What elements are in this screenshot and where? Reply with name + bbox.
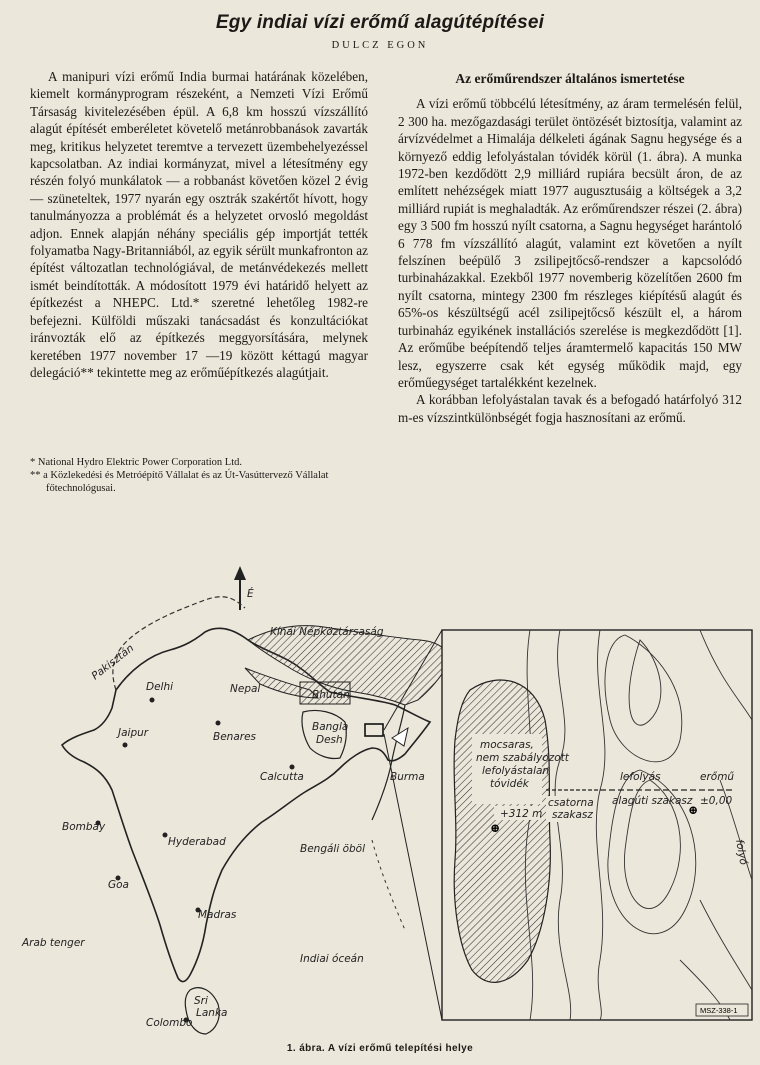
- lake-label-2: nem szabályozott: [476, 752, 569, 764]
- label-madras: Madras: [198, 909, 237, 921]
- label-colombo: Colombo: [146, 1017, 193, 1029]
- label-burma: Burma: [390, 771, 425, 783]
- city-markers: [96, 698, 295, 1023]
- label-benares: Benares: [213, 731, 256, 743]
- bay-coast-dashes: [372, 840, 405, 930]
- lake-elevation: +312 m: [500, 808, 543, 820]
- lake-area: [454, 680, 550, 982]
- footnote: ** a Közlekedési és Metróépítő Vállalat és az Út-Vasúttervező Vállalat főtechnológusai.: [30, 470, 329, 494]
- label-bhutan: Bhutan: [312, 689, 350, 701]
- canal-label-1: csatorna: [548, 797, 594, 809]
- pakistan-border: [113, 597, 245, 690]
- lake-label-3: lefolyástalan: [482, 765, 550, 777]
- section-heading: Az erőműrendszer általános ismertetése: [455, 71, 685, 86]
- label-bengal-bay: Bengáli öböl: [300, 843, 366, 855]
- label-indian-ocean: Indiai óceán: [300, 953, 364, 965]
- tunnel-label: alagúti szakasz: [612, 795, 693, 807]
- label-calcutta: Calcutta: [260, 771, 304, 783]
- label-jaipur: Jaipur: [118, 727, 149, 739]
- author-name: DULCZ EGON: [331, 40, 429, 51]
- manipur-site-marker: [365, 724, 383, 736]
- article-title: Egy indiai vízi erőmű alagútépítései: [215, 12, 545, 33]
- figure-caption: 1. ábra. A vízi erőmű telepítési helye: [286, 1043, 474, 1054]
- river-label: folyó: [733, 838, 750, 866]
- label-hyderabad: Hyderabad: [168, 836, 226, 848]
- label-lanka: Lanka: [196, 1007, 228, 1019]
- plant-label: erőmű: [700, 771, 735, 783]
- label-goa: Goa: [108, 879, 129, 891]
- canal-label-2: szakasz: [552, 809, 593, 821]
- right-paragraph: A vízi erőmű többcélú létesítmény, az áram termelésén felül, 2 300 ha. mezőgazdasági terület öntözését biztosítja, valamint az árvízvédelmet a Himalája délkeleti ágának Sagnu hegysége és a környező eddig lefolyástalan tóvidék körül (1. ábra). A munka 1972-ben kezdődött 2,9 milliárd rupiára becsült áron, de az említett nehézségek miatt 1977 augusztusáig a költségek a 3,2 milliárd rupiát is meghaladták. Az erőműrendszer részei (2. ábra) egy 3 500 fm hosszú nyílt csatorna, a Sagnu hegységet harántoló 6 778 fm vízszállító alagút, valamint ezt követően a nyílt felszínen beépülő 3 zsilipejtőcső-rendszer a kapcsolódó turbinaházakkal. Ezekből 1977 novemberig közelítően 2600 fm nyílt csatorna, mintegy 2300 fm részleges kiépítésű alagút és 65%-os készültségű acél zsilipejtőcső készült el, a három turbinaház egyikének installációs szerelése is megkezdődött [1]. Az erőműbe beépítendő teljes áramtermelő kapacitás 150 MW lesz, egyszerre csak két egység működik majd, egy erőműegységet tartalékként kezelnek.: [398, 96, 742, 390]
- plant-elevation: ±0,00: [700, 795, 733, 807]
- label-bombay: Bombay: [62, 821, 106, 833]
- label-sri: Sri: [194, 995, 208, 1007]
- footnote: * National Hydro Elektric Power Corporation Ltd.: [30, 457, 242, 468]
- lake-label-4: tóvidék: [490, 778, 529, 790]
- label-pakistan: Pakisztán: [89, 642, 137, 683]
- figure-code: MSZ-338-1: [700, 1006, 738, 1015]
- label-desh: Desh: [316, 734, 343, 746]
- outflow-label: lefolyás: [620, 771, 661, 783]
- lake-point-icon: ⊕: [490, 821, 501, 835]
- label-china: Kínai Népköztársaság: [270, 626, 384, 638]
- plant-point-icon: ⊕: [688, 803, 699, 817]
- site-arrow-icon: [392, 728, 408, 746]
- left-paragraph: A manipuri vízi erőmű India burmai határának közelében, kiemelt kormányprogram részeként, a Nemzeti Vízi Erőmű Társaság kivitelezésében épül. A 6,8 km hosszú vízszállító alagút építését emberéletet követelő metánrobbanások zavarták meg, kritikus helyzetet teremtve a tervezett üzembehelyezéssel kapcsolatban. Az indiai kormányzat, mivel a létesítmény egy részén folyó munkálatok — a robbanást követően közel 2 évig — szüneteltek, 1977 nyarán egy osztrák szakértőt hívott, hogy tanulmányozza a problémát és a helyzetet orvosló megoldást adjon. Ennek alapján néhány speciális gép importját tették folyamatba Nagy-Britanniából, az egyik sérült munkafronton az építést változatlan technológiával, de metánvédekezés mellett ismét beindították. A módosított 1979 évi határidő helyett az építkezést a NHEPC. Ltd.* szeretné lehetőleg 1982-re befejezni. Külföldi műszaki tanácsadást és konzultációkat iránvozták elő az építkezés meggyorsítására, melynek keretében 1977 november 17 —19 között kéttagú magyar delegáció** tekintette meg az erőműépítkezés alagútjait.: [30, 69, 369, 380]
- label-arab-sea: Arab tenger: [22, 937, 85, 949]
- lake-label-1: mocsaras,: [480, 739, 534, 751]
- label-delhi: Delhi: [146, 681, 174, 693]
- north-label: É: [247, 588, 254, 600]
- label-nepal: Nepal: [230, 683, 261, 695]
- right-paragraph: A korábban lefolyástalan tavak és a befogadó határfolyó 312 m-es vízszintkülönbségét fogja hasznosítani az erőmű.: [398, 392, 742, 425]
- label-bangla: Bangla: [312, 721, 349, 733]
